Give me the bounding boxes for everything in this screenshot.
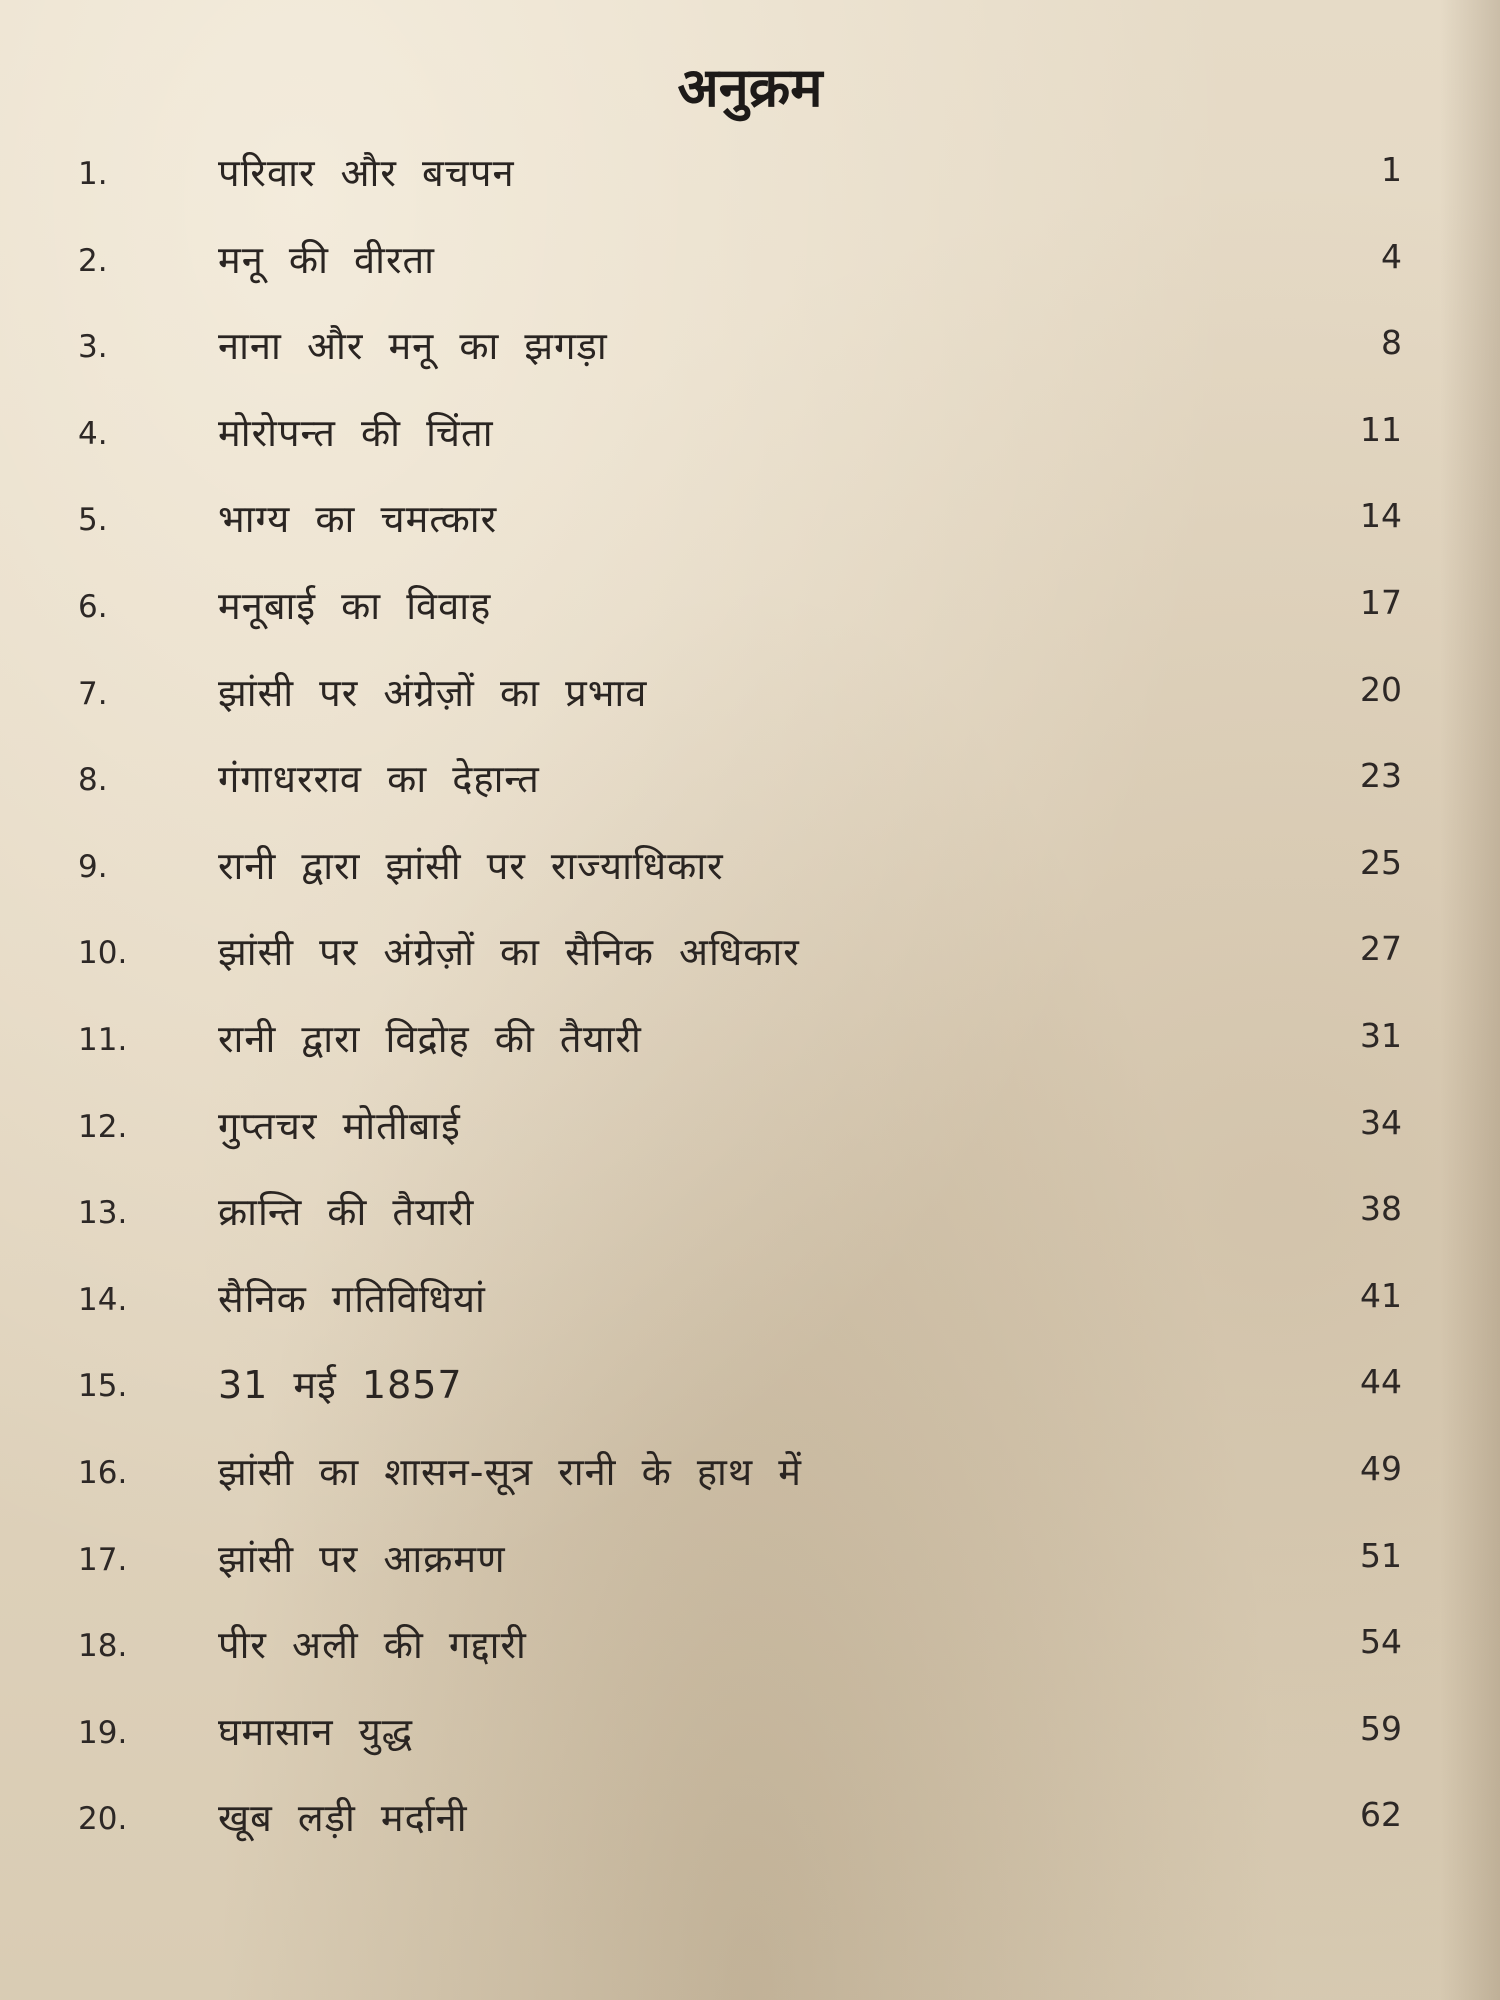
entry-number: 13. bbox=[78, 1195, 128, 1232]
toc-entry bbox=[0, 919, 1500, 1006]
entry-page-number: 54 bbox=[1360, 1622, 1402, 1662]
toc-entry bbox=[0, 1266, 1500, 1353]
entry-page-number: 51 bbox=[1360, 1535, 1402, 1575]
entry-title: झांसी पर अंग्रेज़ों का सैनिक अधिकार bbox=[218, 930, 800, 975]
entry-page-number: 34 bbox=[1360, 1102, 1402, 1142]
toc-entry bbox=[0, 833, 1500, 920]
entry-title: 31 मई 1857 bbox=[218, 1363, 463, 1408]
entry-number: 5. bbox=[78, 502, 108, 539]
entry-number: 12. bbox=[78, 1108, 128, 1145]
entry-page-number: 8 bbox=[1381, 323, 1402, 363]
toc-entry bbox=[0, 1006, 1500, 1093]
entry-number: 18. bbox=[78, 1628, 128, 1665]
entry-page-number: 25 bbox=[1360, 842, 1402, 882]
entry-number: 14. bbox=[78, 1281, 128, 1318]
entry-page-number: 23 bbox=[1360, 756, 1402, 796]
toc-entry bbox=[0, 400, 1500, 487]
entry-title: खूब लड़ी मर्दानी bbox=[218, 1796, 468, 1841]
toc-entry bbox=[0, 746, 1500, 833]
entry-title: सैनिक गतिविधियां bbox=[218, 1276, 486, 1321]
toc-entry bbox=[0, 1352, 1500, 1439]
entry-title: झांसी पर अंग्रेज़ों का प्रभाव bbox=[218, 670, 648, 715]
entry-page-number: 20 bbox=[1360, 669, 1402, 709]
table-of-contents bbox=[0, 140, 1500, 1872]
entry-page-number: 38 bbox=[1360, 1189, 1402, 1229]
toc-entry bbox=[0, 140, 1500, 227]
entry-number: 17. bbox=[78, 1541, 128, 1578]
entry-title: रानी द्वारा झांसी पर राज्याधिकार bbox=[218, 843, 724, 888]
entry-page-number: 41 bbox=[1360, 1275, 1402, 1315]
toc-entry bbox=[0, 660, 1500, 747]
entry-number: 15. bbox=[78, 1368, 128, 1405]
entry-number: 3. bbox=[78, 329, 108, 366]
entry-number: 19. bbox=[78, 1714, 128, 1751]
entry-title: गंगाधरराव का देहान्त bbox=[218, 757, 540, 802]
entry-page-number: 31 bbox=[1360, 1015, 1402, 1055]
entry-page-number: 17 bbox=[1360, 582, 1402, 622]
entry-page-number: 14 bbox=[1360, 496, 1402, 536]
entry-title: रानी द्वारा विद्रोह की तैयारी bbox=[218, 1016, 642, 1061]
entry-page-number: 4 bbox=[1381, 236, 1402, 276]
entry-number: 1. bbox=[78, 156, 108, 192]
entry-page-number: 44 bbox=[1360, 1362, 1402, 1402]
toc-entry bbox=[0, 573, 1500, 660]
toc-entry bbox=[0, 313, 1500, 400]
entry-page-number: 62 bbox=[1360, 1795, 1402, 1835]
entry-number: 20. bbox=[78, 1801, 128, 1838]
entry-title: गुप्तचर मोतीबाई bbox=[218, 1103, 461, 1148]
toc-entry bbox=[0, 486, 1500, 573]
entry-page-number: 27 bbox=[1360, 929, 1402, 969]
entry-page-number: 1 bbox=[1381, 150, 1402, 189]
toc-entry bbox=[0, 1439, 1500, 1526]
page-title: अनुक्रम bbox=[677, 56, 823, 119]
entry-number: 11. bbox=[78, 1021, 128, 1058]
entry-number: 10. bbox=[78, 935, 128, 972]
entry-number: 16. bbox=[78, 1454, 128, 1491]
entry-title: झांसी पर आक्रमण bbox=[218, 1536, 506, 1581]
entry-number: 2. bbox=[78, 242, 108, 279]
toc-entry bbox=[0, 1093, 1500, 1180]
entry-number: 6. bbox=[78, 588, 108, 625]
entry-number: 9. bbox=[78, 848, 108, 885]
entry-page-number: 59 bbox=[1360, 1708, 1402, 1748]
toc-entry bbox=[0, 1179, 1500, 1266]
toc-entry bbox=[0, 227, 1500, 314]
entry-title: मनू की वीरता bbox=[218, 237, 436, 282]
entry-title: घमासान युद्ध bbox=[218, 1709, 414, 1754]
entry-page-number: 49 bbox=[1360, 1448, 1402, 1488]
toc-entry bbox=[0, 1526, 1500, 1613]
entry-page-number: 11 bbox=[1360, 409, 1402, 449]
entry-title: परिवार और बचपन bbox=[218, 151, 515, 195]
entry-title: नाना और मनू का झगड़ा bbox=[218, 324, 608, 369]
entry-title: पीर अली की गद्दारी bbox=[218, 1623, 527, 1668]
entry-number: 7. bbox=[78, 675, 108, 712]
entry-title: मनूबाई का विवाह bbox=[218, 583, 492, 628]
entry-number: 8. bbox=[78, 762, 108, 799]
entry-title: झांसी का शासन-सूत्र रानी के हाथ में bbox=[218, 1449, 802, 1494]
toc-entry bbox=[0, 1785, 1500, 1872]
entry-title: क्रान्ति की तैयारी bbox=[218, 1190, 475, 1235]
toc-entry bbox=[0, 1612, 1500, 1699]
entry-title: भाग्य का चमत्कार bbox=[218, 497, 498, 542]
entry-title: मोरोपन्त की चिंता bbox=[218, 410, 494, 455]
toc-entry bbox=[0, 1699, 1500, 1786]
entry-number: 4. bbox=[78, 415, 108, 452]
